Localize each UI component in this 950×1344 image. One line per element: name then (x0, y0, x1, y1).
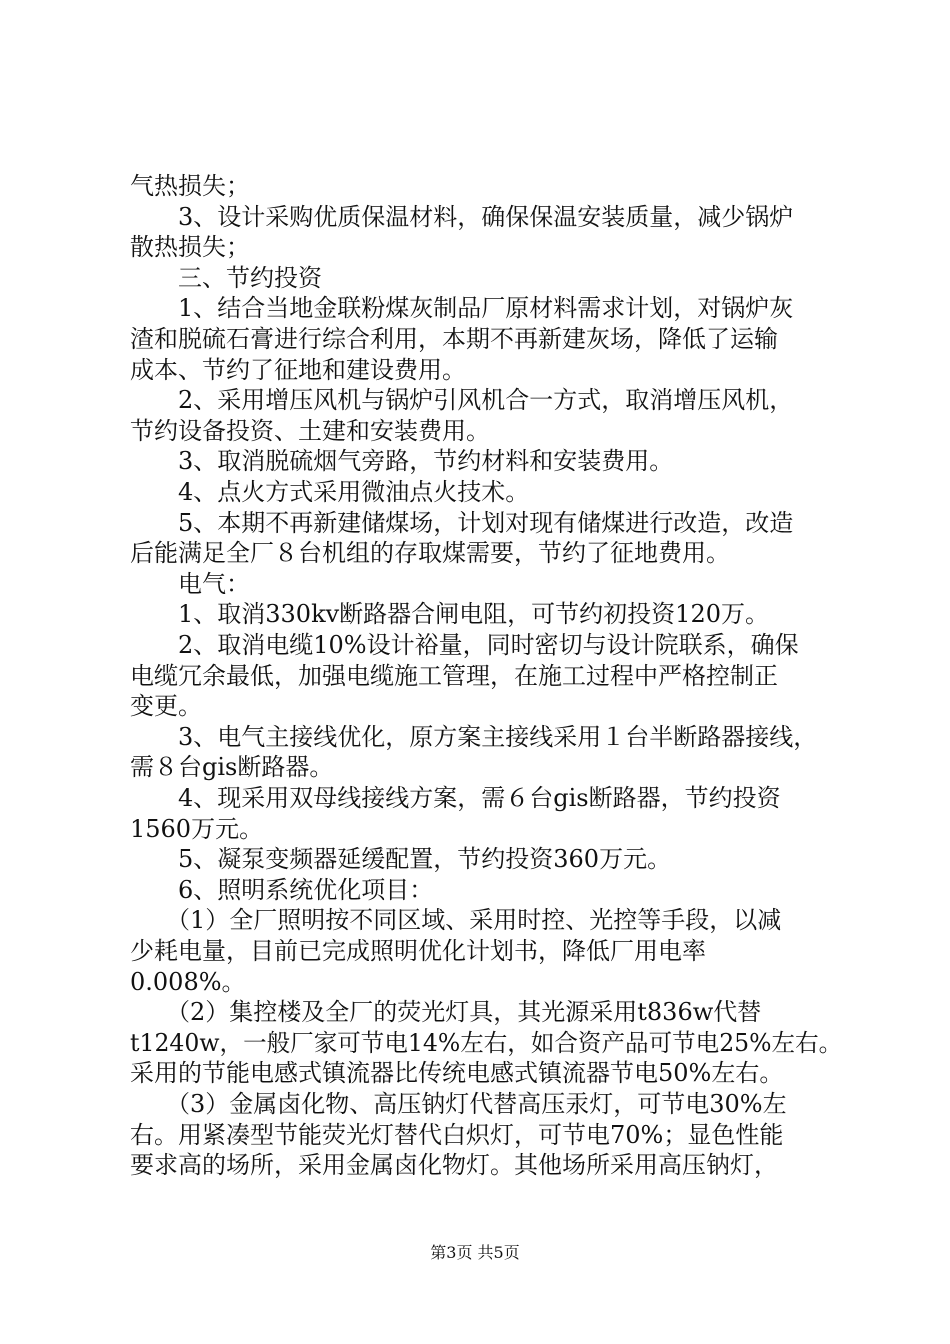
text-line: （1）全厂照明按不同区域、采用时控、光控等手段，以减 (130, 906, 782, 935)
text-line: （2）集控楼及全厂的荧光灯具，其光源采用t836w代替 (130, 998, 762, 1027)
text-line: 三、节约投资 (130, 263, 322, 292)
text-line: 采用的节能电感式镇流器比传统电感式镇流器节电50%左右。 (130, 1059, 784, 1088)
text-line: 1、结合当地金联粉煤灰制品厂原材料需求计划，对锅炉灰 (130, 294, 794, 323)
text-line: 0.008%。 (130, 967, 246, 996)
text-line: 1、取消330kv断路器合闸电阻，可节约初投资120万。 (130, 600, 769, 629)
text-line: 5、凝泵变频器延缓配置，节约投资360万元。 (130, 845, 672, 874)
text-line: 电缆冗余最低，加强电缆施工管理，在施工过程中严格控制正 (130, 661, 778, 690)
text-line: 1560万元。 (130, 814, 264, 843)
text-line: t1240w，一般厂家可节电14%左右，如合资产品可节电25%左右。 (130, 1028, 843, 1057)
text-line: 6、照明系统优化项目： (130, 875, 434, 904)
text-line: 渣和脱硫石膏进行综合利用，本期不再新建灰场，降低了运输 (130, 325, 778, 353)
text-line: 3、取消脱硫烟气旁路，节约材料和安装费用。 (130, 447, 674, 476)
text-line: 5、本期不再新建储煤场，计划对现有储煤进行改造，改造 (130, 508, 794, 537)
text-line: 少耗电量，目前已完成照明优化计划书，降低厂用电率 (130, 937, 706, 965)
text-line: 4、现采用双母线接线方案，需６台gis断路器，节约投资 (130, 784, 781, 812)
text-line: 右。用紧凑型节能荧光灯替代白炽灯，可节电70%；显色性能 (130, 1120, 784, 1149)
text-line: 3、设计采购优质保温材料，确保保温安装质量，减少锅炉 (130, 202, 794, 231)
text-line: 3、电气主接线优化，原方案主接线采用１台半断路器接线， (130, 722, 818, 751)
text-line: 散热损失； (130, 233, 250, 262)
text-line: 4、点火方式采用微油点火技术。 (130, 478, 530, 506)
text-line: 要求高的场所，采用金属卤化物灯。其他场所采用高压钠灯， (130, 1151, 778, 1180)
text-line: 节约设备投资、土建和安装费用。 (130, 416, 490, 445)
text-line: 2、取消电缆10%设计裕量，同时密切与设计院联系，确保 (130, 631, 799, 659)
page-footer: 第3页 共5页 (430, 1243, 520, 1262)
text-line: 气热损失； (130, 172, 250, 200)
text-line: 需８台gis断路器。 (130, 753, 334, 782)
text-line: 2、采用增压风机与锅炉引风机合一方式，取消增压风机， (130, 386, 794, 415)
text-line: 电气： (130, 569, 250, 598)
text-line: （3）金属卤化物、高压钠灯代替高压汞灯，可节电30%左 (130, 1090, 787, 1118)
text-line: 后能满足全厂８台机组的存取煤需要，节约了征地费用。 (130, 539, 730, 568)
text-line: 成本、节约了征地和建设费用。 (130, 355, 466, 384)
text-line: 变更。 (130, 692, 202, 721)
